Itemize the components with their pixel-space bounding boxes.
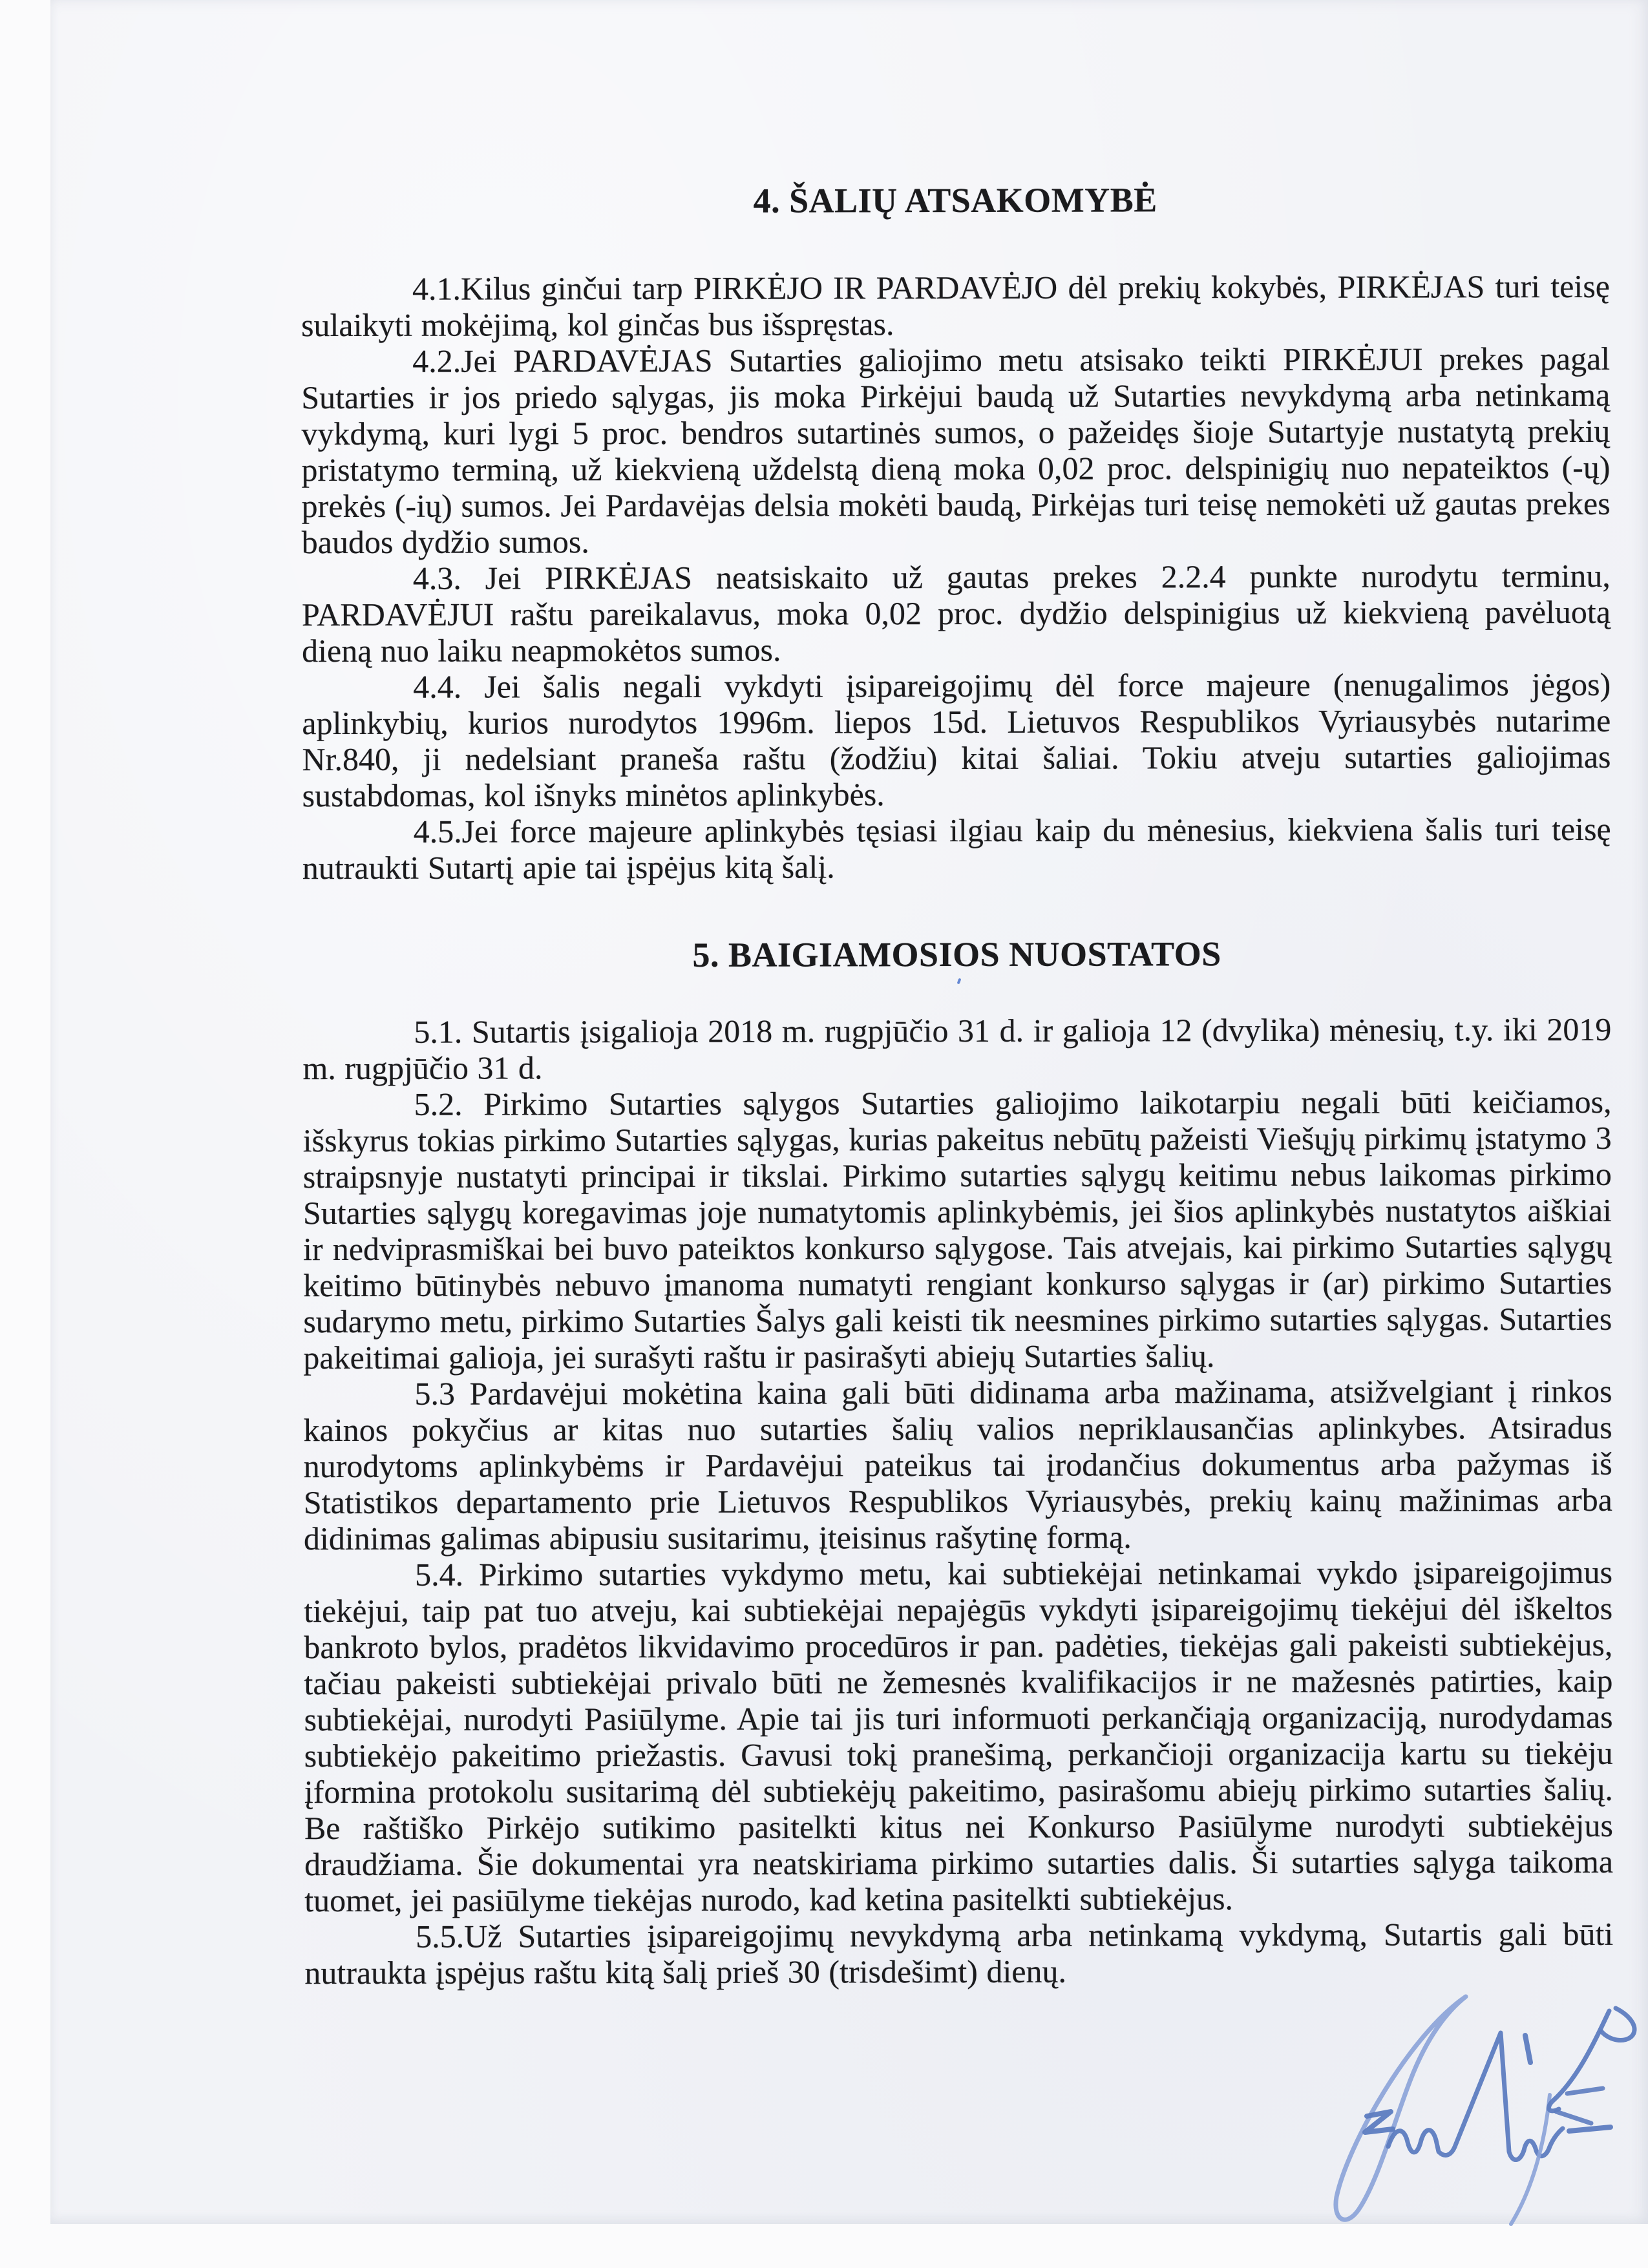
paragraph-5-2: 5.2. Pirkimo Sutarties sąlygos Sutarties galiojimo laikotarpiu negali būti keičiamos, išskyrus tokias pirkimo Sutarties sąlygas, kurias pakeitus nebūtų pažeisti Viešųjų pirkimų įstatymo 3 straipsnyje nustatyti principai ir tikslai. Pirkimo sutarties sąlygų keitimu nebus laikomas pirkimo Sutarties sąlygų koregavimas joje numatytomis aplinkybėmis, jei šios aplinkybės nustatytos aiškiai ir nedviprasmiškai bei buvo pateiktos konkurso sąlygose. Tais atvejais, kai pirkimo Sutarties sąlygų keitimo būtinybės nebuvo įmanoma numatyti rengiant konkurso sąlygas ir (ar) pirkimo Sutarties sudarymo metu, pirkimo Sutarties Šalys gali keisti tik neesmines pirkimo sutarties sąlygas. Sutarties pakeitimai galioja, jei surašyti raštu ir pasirašyti abiejų Sutarties šalių. bbox=[302, 1083, 1612, 1376]
section-4-heading: 4. ŠALIŲ ATSAKOMYBĖ bbox=[753, 180, 1157, 220]
section-5-heading: 5. BAIGIAMOSIOS NUOSTATOS bbox=[692, 934, 1221, 974]
signature-ink bbox=[1318, 1964, 1648, 2236]
paragraph-4-3: 4.3. Jei PIRKĖJAS neatsiskaito už gautas prekes 2.2.4 punkte nurodytu terminu, PARDAVĖJUI raštu pareikalavus, moka 0,02 proc. dydžio delspinigius už kiekvieną pavėluotą dieną nuo laiku neapmokėtos sumos. bbox=[301, 557, 1611, 669]
paragraph-4-4: 4.4. Jei šalis negali vykdyti įsipareigojimų dėl force majeure (nenugalimos jėgos) aplinkybių, kurios nurodytos 1996m. liepos 15d. Lietuvos Respublikos Vyriausybės nutarime Nr.840, ji nedelsiant praneša raštu (žodžiu) kitai šaliai. Tokiu atveju sutarties galiojimas sustabdomas, kol išnyks minėtos aplinkybės. bbox=[302, 666, 1611, 814]
paragraph-4-2: 4.2.Jei PARDAVĖJAS Sutarties galiojimo metu atsisako teikti PIRKĖJUI prekes pagal Sutarties ir jos priedo sąlygas, jis moka Pirkėjui baudą už Sutarties nevykdymą arba netinkamą vykdymą, kuri lygi 5 proc. bendros sutartinės sumos, o pažeidęs šioje Sutartyje nustatytą prekių pristatymo terminą, už kiekvieną uždelstą dieną moka 0,02 proc. delspinigių nuo nepateiktos (-ų) prekės (-ių) sumos. Jei Pardavėjas delsia mokėti baudą, Pirkėjas turi teisę nemokėti už gautas prekes baudos dydžio sumos. bbox=[301, 340, 1611, 561]
paragraph-5-1: 5.1. Sutartis įsigalioja 2018 m. rugpjūčio 31 d. ir galioja 12 (dvylika) mėnesių, t.y. iki 2019 m. rugpjūčio 31 d. bbox=[302, 1011, 1612, 1087]
paragraph-5-3: 5.3 Pardavėjui mokėtina kaina gali būti didinama arba mažinama, atsižvelgiant į rinkos kainos pokyčius ar kitas nuo sutarties šalių valios nepriklausančias aplinkybes. Atsiradus nurodytoms aplinkybėms ir Pardavėjui pateikus tai įrodančius dokumentus arba pažymas iš Statistikos departamento prie Lietuvos Respublikos Vyriausybės, prekių kainų mažinimas arba didinimas galimas abipusiu susitarimu, įteisinus rašytinę formą. bbox=[303, 1372, 1612, 1557]
contract-text bbox=[301, 0, 1613, 1991]
paragraph-5-5: 5.5.Už Sutarties įsipareigojimų nevykdymą arba netinkamą vykdymą, Sutartis gali būti nutraukta įspėjus raštu kitą šalį prieš 30 (trisdešimt) dienų. bbox=[304, 1915, 1614, 1991]
document-page bbox=[50, 0, 1648, 2224]
paragraph-5-4: 5.4. Pirkimo sutarties vykdymo metu, kai subtiekėjai netinkamai vykdo įsipareigojimus tiekėjui, taip pat tuo atveju, kai subtiekėjai nepajėgūs vykdyti įsipareigojimų tiekėjui dėl iškeltos bankroto bylos, pradėtos likvidavimo procedūros ir pan. padėties, tiekėjas gali pakeisti subtiekėjus, tačiau pakeisti subtiekėjai privalo būti ne žemesnės kvalifikacijos ir ne mažesnės patirties, kaip subtiekėjai, nurodyti Pasiūlyme. Apie tai jis turi informuoti perkančiąją organizaciją, nurodydamas subtiekėjo pakeitimo priežastis. Gavusi tokį pranešimą, perkančioji organizacija kartu su tiekėju įformina protokolu susitarimą dėl subtiekėjų pakeitimo, pasirašomu abiejų pirkimo sutarties šalių. Be raštiško Pirkėjo sutikimo pasitelkti kitus nei Konkurso Pasiūlyme nurodyti subtiekėjus draudžiama. Šie dokumentai yra neatskiriama pirkimo sutarties dalis. Ši sutarties sąlyga taikoma tuomet, jei pasiūlyme tiekėjas nurodo, kad ketina pasitelkti subtiekėjus. bbox=[304, 1553, 1614, 1919]
paragraph-4-5: 4.5.Jei force majeure aplinkybės tęsiasi ilgiau kaip du mėnesius, kiekviena šalis turi teisę nutraukti Sutartį apie tai įspėjus kitą šalį. bbox=[302, 810, 1611, 887]
paragraph-4-1: 4.1.Kilus ginčui tarp PIRKĖJO IR PARDAVĖJO dėl prekių kokybės, PIRKĖJAS turi teisę sulaikyti mokėjimą, kol ginčas bus išspręstas. bbox=[301, 268, 1610, 344]
